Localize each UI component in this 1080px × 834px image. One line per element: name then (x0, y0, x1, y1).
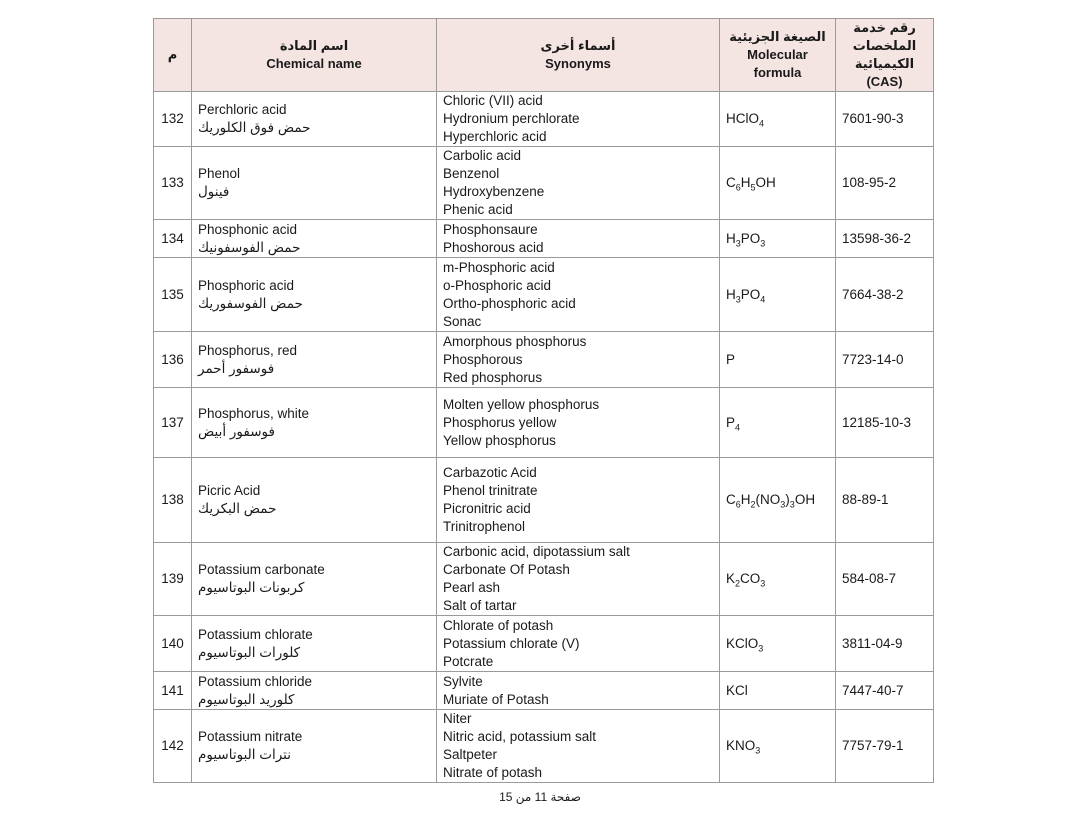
cas-number-cell: 7447-40-7 (836, 672, 934, 710)
chemical-name-cell (192, 332, 437, 388)
synonyms-cell (437, 220, 720, 258)
formula-symbol: HClO (726, 111, 759, 126)
formula-header-en-1: Molecular (747, 47, 808, 62)
formula-subscript: 3 (780, 499, 786, 510)
formula-symbol: (NO (755, 492, 781, 507)
formula-symbol: H (726, 286, 736, 302)
chemical-name-cell (192, 458, 437, 543)
chemical-name-cell (192, 672, 437, 710)
synonym-item: Phoshorous acid (443, 239, 544, 255)
formula-symbol: CO (740, 571, 761, 586)
synonym-item: Trinitrophenol (443, 519, 526, 534)
synonyms-cell (437, 332, 720, 388)
chemical-name-ar: حمض الفوسفونيك (198, 239, 301, 255)
row-index: 135 (154, 258, 192, 332)
chemical-name-ar: حمض الفوسفوريك (198, 295, 303, 311)
row-index: 137 (154, 388, 192, 458)
synonym-item: Hydronium perchlorate (443, 111, 580, 126)
chemical-name-cell (192, 388, 437, 458)
synonym-item: Red phosphorus (443, 369, 543, 385)
table-row (154, 388, 934, 458)
synonyms-header-ar: أسماء أخرى (540, 38, 616, 53)
table-row (154, 147, 934, 220)
chemical-name-en: Phenol (198, 166, 241, 181)
synonym-item: m-Phosphoric acid (443, 259, 555, 275)
synonym-item: Potassium chlorate (V) (443, 635, 580, 651)
synonym-item: Hydroxybenzene (443, 184, 545, 199)
formula-symbol: PO (740, 286, 761, 302)
formula-subscript: 3 (758, 643, 764, 654)
molecular-formula-cell (720, 543, 836, 616)
chemical-name-ar: فوسفور أحمر (198, 360, 275, 376)
chemical-name-cell (192, 616, 437, 672)
synonyms-cell (437, 543, 720, 616)
cas-number-cell: 584-08-7 (836, 543, 934, 616)
formula-symbol: P (726, 351, 736, 367)
page-footer: صفحة 11 من 15 (499, 790, 581, 804)
chemical-name-ar: فينول (198, 184, 230, 199)
formula-subscript: 6 (735, 182, 741, 193)
chemical-name-cell (192, 543, 437, 616)
molecular-formula-cell (720, 147, 836, 220)
cas-number-cell: 7723-14-0 (836, 332, 934, 388)
cas-number-cell: 7664-38-2 (836, 258, 934, 332)
chemical-name-en: Potassium carbonate (198, 562, 325, 577)
chemical-name-cell (192, 258, 437, 332)
formula-subscript: 2 (750, 499, 756, 510)
synonym-item: Nitrate of potash (443, 765, 543, 780)
formula-subscript: 4 (735, 422, 741, 433)
cas-number-cell: 88-89-1 (836, 458, 934, 543)
formula-header-ar: الصيغة الجزيئية (729, 29, 826, 44)
synonym-item: Phenol trinitrate (443, 483, 538, 498)
chemical-name-ar: كلوريد البوتاسيوم (198, 691, 295, 707)
molecular-formula-cell (720, 458, 836, 543)
formula-subscript: 4 (759, 118, 765, 129)
synonym-item: Saltpeter (443, 747, 498, 762)
col-name-header (192, 19, 437, 92)
molecular-formula-cell (720, 220, 836, 258)
cas-header-ar-3: الكيميائية (854, 56, 915, 71)
synonym-item: Niter (443, 711, 472, 726)
synonym-item: Sonac (443, 313, 482, 329)
synonym-item: Benzenol (443, 166, 500, 181)
synonym-item: Phenic acid (443, 202, 513, 217)
row-index: 142 (154, 710, 192, 783)
synonyms-cell (437, 672, 720, 710)
name-header-ar: اسم المادة (279, 38, 349, 53)
formula-symbol: ) (785, 492, 790, 507)
chemical-name-ar: نترات البوتاسيوم (198, 747, 291, 762)
synonyms-header-en: Synonyms (545, 56, 611, 71)
table-body (154, 92, 934, 783)
chemical-name-ar: كلورات البوتاسيوم (198, 644, 301, 660)
synonym-item: Pearl ash (443, 580, 501, 595)
chemical-name-en: Phosphonic acid (198, 221, 298, 237)
cas-number-cell: 13598-36-2 (836, 220, 934, 258)
row-index: 134 (154, 220, 192, 258)
table-row (154, 543, 934, 616)
synonyms-cell (437, 388, 720, 458)
chemical-name-cell (192, 92, 437, 147)
synonyms-cell (437, 458, 720, 543)
synonym-item: Muriate of Potash (443, 691, 549, 707)
table-row (154, 616, 934, 672)
synonym-item: Carbazotic Acid (443, 465, 537, 480)
synonym-item: Picronitric acid (443, 501, 531, 516)
table-row (154, 458, 934, 543)
formula-subscript: 5 (750, 182, 756, 193)
synonyms-cell (437, 147, 720, 220)
table-row (154, 710, 934, 783)
formula-symbol: H (726, 230, 736, 246)
synonym-item: Carbolic acid (443, 148, 522, 163)
synonym-item: Nitric acid, potassium salt (443, 729, 597, 744)
formula-symbol: OH (794, 492, 816, 507)
table-header (154, 19, 934, 92)
formula-symbol: KClO (726, 635, 759, 651)
formula-subscript: 3 (735, 238, 741, 249)
row-index: 132 (154, 92, 192, 147)
formula-subscript: 6 (735, 499, 741, 510)
chemical-name-ar: فوسفور أبيض (198, 423, 275, 439)
col-index-header (154, 19, 192, 92)
cas-number-cell: 12185-10-3 (836, 388, 934, 458)
synonym-item: Hyperchloric acid (443, 129, 547, 144)
synonym-item: Phosphorus yellow (443, 414, 557, 430)
formula-symbol: P (726, 414, 736, 430)
molecular-formula-cell (720, 710, 836, 783)
synonym-item: Carbonic acid, dipotassium salt (443, 544, 630, 559)
chemical-name-cell (192, 220, 437, 258)
chemical-name-en: Phosphoric acid (198, 277, 295, 293)
chemical-name-en: Picric Acid (198, 483, 261, 498)
formula-symbol: KNO (726, 738, 756, 753)
col-synonyms-header (437, 19, 720, 92)
row-index: 136 (154, 332, 192, 388)
formula-symbol: K (726, 571, 736, 586)
formula-subscript: 3 (789, 499, 795, 510)
row-index: 141 (154, 672, 192, 710)
chemical-name-cell (192, 147, 437, 220)
table-row (154, 672, 934, 710)
synonym-item: Potcrate (443, 653, 494, 669)
molecular-formula-cell (720, 388, 836, 458)
chemical-name-en: Potassium chlorate (198, 626, 313, 642)
synonyms-cell (437, 92, 720, 147)
name-header-en: Chemical name (266, 56, 362, 71)
cas-number-cell: 108-95-2 (836, 147, 934, 220)
synonym-item: Yellow phosphorus (443, 432, 556, 448)
synonym-item: Molten yellow phosphorus (443, 396, 600, 412)
formula-subscript: 2 (735, 578, 741, 589)
chemical-name-ar: كربونات البوتاسيوم (198, 580, 305, 595)
synonyms-cell (437, 258, 720, 332)
col-formula-header (720, 19, 836, 92)
synonym-item: Ortho-phosphoric acid (443, 295, 576, 311)
col-cas-header (836, 19, 934, 92)
formula-subscript: 3 (735, 294, 741, 305)
chemical-name-cell (192, 710, 437, 783)
molecular-formula-cell (720, 92, 836, 147)
synonym-item: Chloric (VII) acid (443, 93, 543, 108)
formula-symbol: KCl (726, 682, 748, 698)
cas-header-ar-1: رقم خدمة (853, 20, 916, 35)
cas-header-ar-2: الملخصات (852, 38, 917, 53)
synonyms-cell (437, 616, 720, 672)
chemical-name-en: Potassium nitrate (198, 729, 303, 744)
cas-header-en: (CAS) (866, 74, 903, 89)
formula-subscript: 3 (760, 238, 766, 249)
formula-header-en-2: formula (753, 65, 802, 80)
formula-symbol: PO (740, 230, 761, 246)
chemical-name-en: Phosphorus, white (198, 405, 310, 421)
formula-subscript: 3 (760, 578, 766, 589)
synonym-item: Phosphonsaure (443, 221, 538, 237)
formula-subscript: 3 (755, 745, 761, 756)
synonym-item: Amorphous phosphorus (443, 333, 587, 349)
synonyms-cell (437, 710, 720, 783)
chemical-name-ar: حمض البكريك (198, 501, 277, 516)
chemical-name-ar: حمض فوق الكلوريك (198, 120, 311, 135)
synonym-item: Chlorate of potash (443, 617, 554, 633)
formula-symbol: C (726, 175, 736, 190)
row-index: 139 (154, 543, 192, 616)
synonym-item: Phosphorous (443, 351, 523, 367)
chemical-name-en: Perchloric acid (198, 102, 287, 117)
chemical-table (153, 18, 934, 783)
formula-subscript: 4 (760, 294, 766, 305)
row-index: 138 (154, 458, 192, 543)
cas-number-cell: 7601-90-3 (836, 92, 934, 147)
chemical-name-en: Phosphorus, red (198, 342, 298, 358)
molecular-formula-cell (720, 332, 836, 388)
synonym-item: Carbonate Of Potash (443, 562, 570, 577)
formula-symbol: H (740, 492, 751, 507)
cas-number-cell: 7757-79-1 (836, 710, 934, 783)
molecular-formula-cell (720, 672, 836, 710)
formula-symbol: H (740, 175, 751, 190)
index-header-label: م (167, 47, 178, 62)
row-index: 140 (154, 616, 192, 672)
formula-symbol: C (726, 492, 736, 507)
table-row (154, 332, 934, 388)
synonym-item: o-Phosphoric acid (443, 277, 552, 293)
formula-symbol: OH (755, 175, 776, 190)
cas-number-cell: 3811-04-9 (836, 616, 934, 672)
table-row (154, 258, 934, 332)
molecular-formula-cell (720, 616, 836, 672)
table-row (154, 220, 934, 258)
table-row (154, 92, 934, 147)
chemical-name-en: Potassium chloride (198, 673, 313, 689)
synonym-item: Salt of tartar (443, 598, 517, 613)
molecular-formula-cell (720, 258, 836, 332)
synonym-item: Sylvite (443, 673, 483, 689)
row-index: 133 (154, 147, 192, 220)
